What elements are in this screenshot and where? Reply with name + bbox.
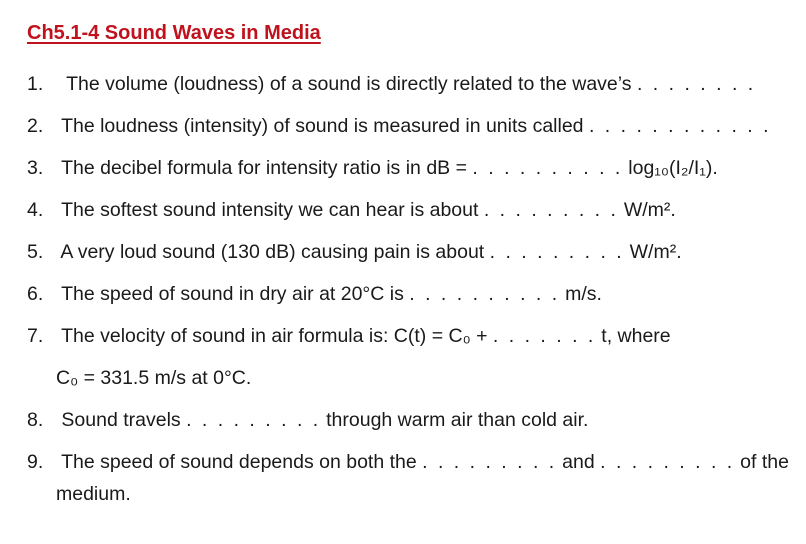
question-text: The softest sound intensity we can hear is about bbox=[61, 199, 479, 221]
question-7 bbox=[27, 324, 671, 348]
question-3 bbox=[27, 156, 718, 180]
page-title: Ch5.1-4 Sound Waves in Media bbox=[27, 22, 321, 44]
question-text-after: W/m². bbox=[623, 199, 676, 221]
question-1 bbox=[27, 72, 756, 96]
question-2 bbox=[27, 114, 771, 138]
question-text: The speed of sound in dry air at 20°C is bbox=[61, 283, 404, 305]
answer-blank[interactable]: . . . . . . . . bbox=[636, 73, 756, 95]
question-6 bbox=[27, 282, 602, 306]
answer-blank[interactable]: . . . . . . . bbox=[492, 325, 596, 347]
question-text-after: W/m². bbox=[629, 241, 682, 263]
question-text: The loudness (intensity) of sound is measured in units called bbox=[61, 115, 584, 137]
question-number: 9. bbox=[27, 451, 44, 473]
question-text-after: through warm air than cold air. bbox=[326, 409, 589, 431]
question-4 bbox=[27, 198, 676, 222]
question-number: 1. bbox=[27, 73, 44, 95]
question-number: 7. bbox=[27, 325, 44, 347]
answer-blank[interactable]: . . . . . . . . . bbox=[422, 451, 557, 473]
question-9 bbox=[27, 450, 789, 474]
question-9-continuation: medium. bbox=[56, 483, 131, 505]
question-text-after: of the bbox=[740, 451, 789, 473]
question-text-after: log₁₀(I₂/I₁). bbox=[628, 157, 718, 179]
answer-blank[interactable]: . . . . . . . . . bbox=[489, 241, 625, 263]
answer-blank[interactable]: . . . . . . . . . . bbox=[472, 157, 623, 179]
question-number: 6. bbox=[27, 283, 44, 305]
question-text-after: t, where bbox=[601, 325, 671, 347]
question-text: A very loud sound (130 dB) causing pain is about bbox=[60, 241, 485, 263]
question-text: The speed of sound depends on both the bbox=[61, 451, 417, 473]
question-8 bbox=[27, 408, 588, 432]
question-text: The velocity of sound in air formula is: C(t) = C₀ + bbox=[61, 325, 488, 347]
question-number: 2. bbox=[27, 115, 44, 137]
question-number: 3. bbox=[27, 157, 44, 179]
question-number: 5. bbox=[27, 241, 44, 263]
answer-blank[interactable]: . . . . . . . . . bbox=[483, 199, 619, 221]
question-7-continuation: C₀ = 331.5 m/s at 0°C. bbox=[56, 367, 252, 389]
question-number: 8. bbox=[27, 409, 44, 431]
question-text-middle: and bbox=[562, 451, 595, 473]
question-text: Sound travels bbox=[61, 409, 181, 431]
question-number: 4. bbox=[27, 199, 44, 221]
answer-blank[interactable]: . . . . . . . . . bbox=[600, 451, 735, 473]
question-5 bbox=[27, 240, 682, 264]
question-text: The volume (loudness) of a sound is directly related to the wave’s bbox=[66, 73, 632, 95]
answer-blank[interactable]: . . . . . . . . . . . . bbox=[588, 115, 772, 137]
question-text: The decibel formula for intensity ratio is in dB = bbox=[61, 157, 467, 179]
answer-blank[interactable]: . . . . . . . . . . bbox=[409, 283, 560, 305]
question-text-after: m/s. bbox=[565, 283, 602, 305]
answer-blank[interactable]: . . . . . . . . . bbox=[186, 409, 321, 431]
